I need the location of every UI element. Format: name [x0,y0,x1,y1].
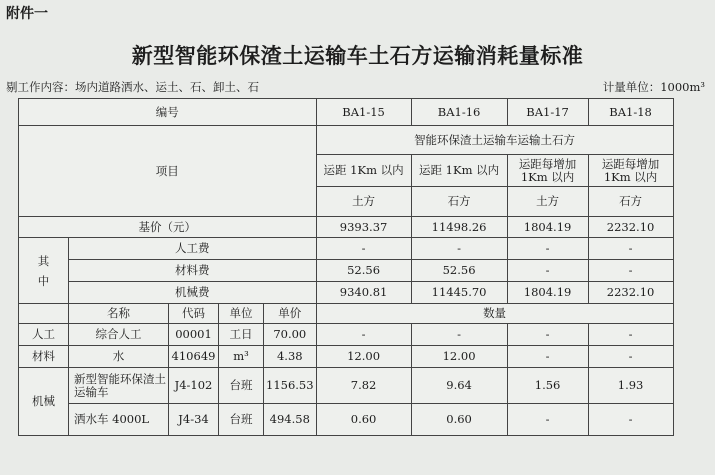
distance-cell: 运距每增加 1Km 以内 [588,155,673,187]
item-name: 新型智能环保渣土运输车 [69,368,169,404]
table-row [19,282,674,304]
name-header: 名称 [69,304,169,324]
code-cell: BA1-18 [588,99,673,126]
quantity-cell: - [411,324,507,346]
material-type-cell: 土方 [316,187,411,217]
table-row [19,346,674,368]
quantity-cell: - [507,324,588,346]
group-title: 智能环保渣土运输车运输土石方 [316,126,673,155]
item-price: 70.00 [264,324,317,346]
cost-label: 人工费 [69,238,317,260]
item-code: 00001 [169,324,219,346]
material-type-cell: 石方 [588,187,673,217]
category-label: 材料 [19,346,69,368]
document-title: 新型智能环保渣土运输车土石方运输消耗量标准 [131,44,584,68]
table-row [19,324,674,346]
table-row [19,304,674,324]
table-row [19,368,674,404]
cost-cell: 9340.81 [316,282,411,304]
cost-cell: 1804.19 [507,282,588,304]
item-name: 水 [69,346,169,368]
unit-header: 单位 [219,304,264,324]
of-which-text: 其中 [37,253,50,288]
distance-cell: 运距每增加 1Km 以内 [507,155,588,187]
measure-unit: 计量单位：1000m³ [602,80,705,94]
cost-cell: - [411,238,507,260]
distance-cell: 运距 1Km 以内 [411,155,507,187]
code-cell: BA1-15 [316,99,411,126]
code-cell: BA1-17 [507,99,588,126]
work-content: 剔工作内容：场内道路洒水、运土、石、卸土、石 [6,80,259,94]
material-type-cell: 石方 [411,187,507,217]
quantity-cell: 0.60 [411,404,507,436]
table-row [19,260,674,282]
cost-cell: 52.56 [316,260,411,282]
distance-cell: 运距 1Km 以内 [316,155,411,187]
base-price-cell: 1804.19 [507,217,588,238]
table-row [19,126,674,155]
quantity-cell: 0.60 [316,404,411,436]
code-header: 代码 [169,304,219,324]
item-price: 1156.53 [264,368,317,404]
table-row [19,99,674,126]
item-name: 综合人工 [69,324,169,346]
item-price: 494.58 [264,404,317,436]
item-unit: 工日 [219,324,264,346]
quantity-cell: 1.93 [588,368,673,404]
blank-header-cell [19,304,69,324]
code-cell: BA1-16 [411,99,507,126]
base-price-cell: 9393.37 [316,217,411,238]
project-label: 项目 [19,126,317,217]
quantity-cell: 9.64 [411,368,507,404]
quantity-cell: - [588,346,673,368]
item-price: 4.38 [264,346,317,368]
quantity-cell: 7.82 [316,368,411,404]
price-header: 单价 [264,304,317,324]
cost-cell: - [588,238,673,260]
cost-label: 材料费 [69,260,317,282]
cost-cell: - [588,260,673,282]
item-code: J4-102 [169,368,219,404]
base-price-cell: 2232.10 [588,217,673,238]
table-row [19,217,674,238]
item-code: J4-34 [169,404,219,436]
item-unit: 台班 [219,368,264,404]
code-label: 编号 [19,99,317,126]
quantity-cell: 12.00 [316,346,411,368]
item-unit: 台班 [219,404,264,436]
base-price-label: 基价（元） [19,217,317,238]
quantity-cell: - [507,346,588,368]
consumption-table [18,98,674,436]
cost-cell: 11445.70 [411,282,507,304]
base-price-cell: 11498.26 [411,217,507,238]
quantity-cell: - [588,404,673,436]
cost-cell: 52.56 [411,260,507,282]
item-name: 洒水车 4000L [69,404,169,436]
material-type-cell: 土方 [507,187,588,217]
quantity-cell: - [588,324,673,346]
category-label: 人工 [19,324,69,346]
quantity-cell: 12.00 [411,346,507,368]
category-label: 机械 [19,368,69,436]
of-which-label [19,238,69,304]
cost-label: 机械费 [69,282,317,304]
quantity-cell: 1.56 [507,368,588,404]
quantity-cell: - [316,324,411,346]
quantity-header: 数量 [316,304,673,324]
item-unit: m³ [219,346,264,368]
cost-cell: - [316,238,411,260]
quantity-cell: - [507,404,588,436]
table-row [19,404,674,436]
cost-cell: - [507,238,588,260]
cost-cell: 2232.10 [588,282,673,304]
attachment-label: 附件一 [6,6,48,22]
cost-cell: - [507,260,588,282]
table-row [19,238,674,260]
item-code: 410649 [169,346,219,368]
